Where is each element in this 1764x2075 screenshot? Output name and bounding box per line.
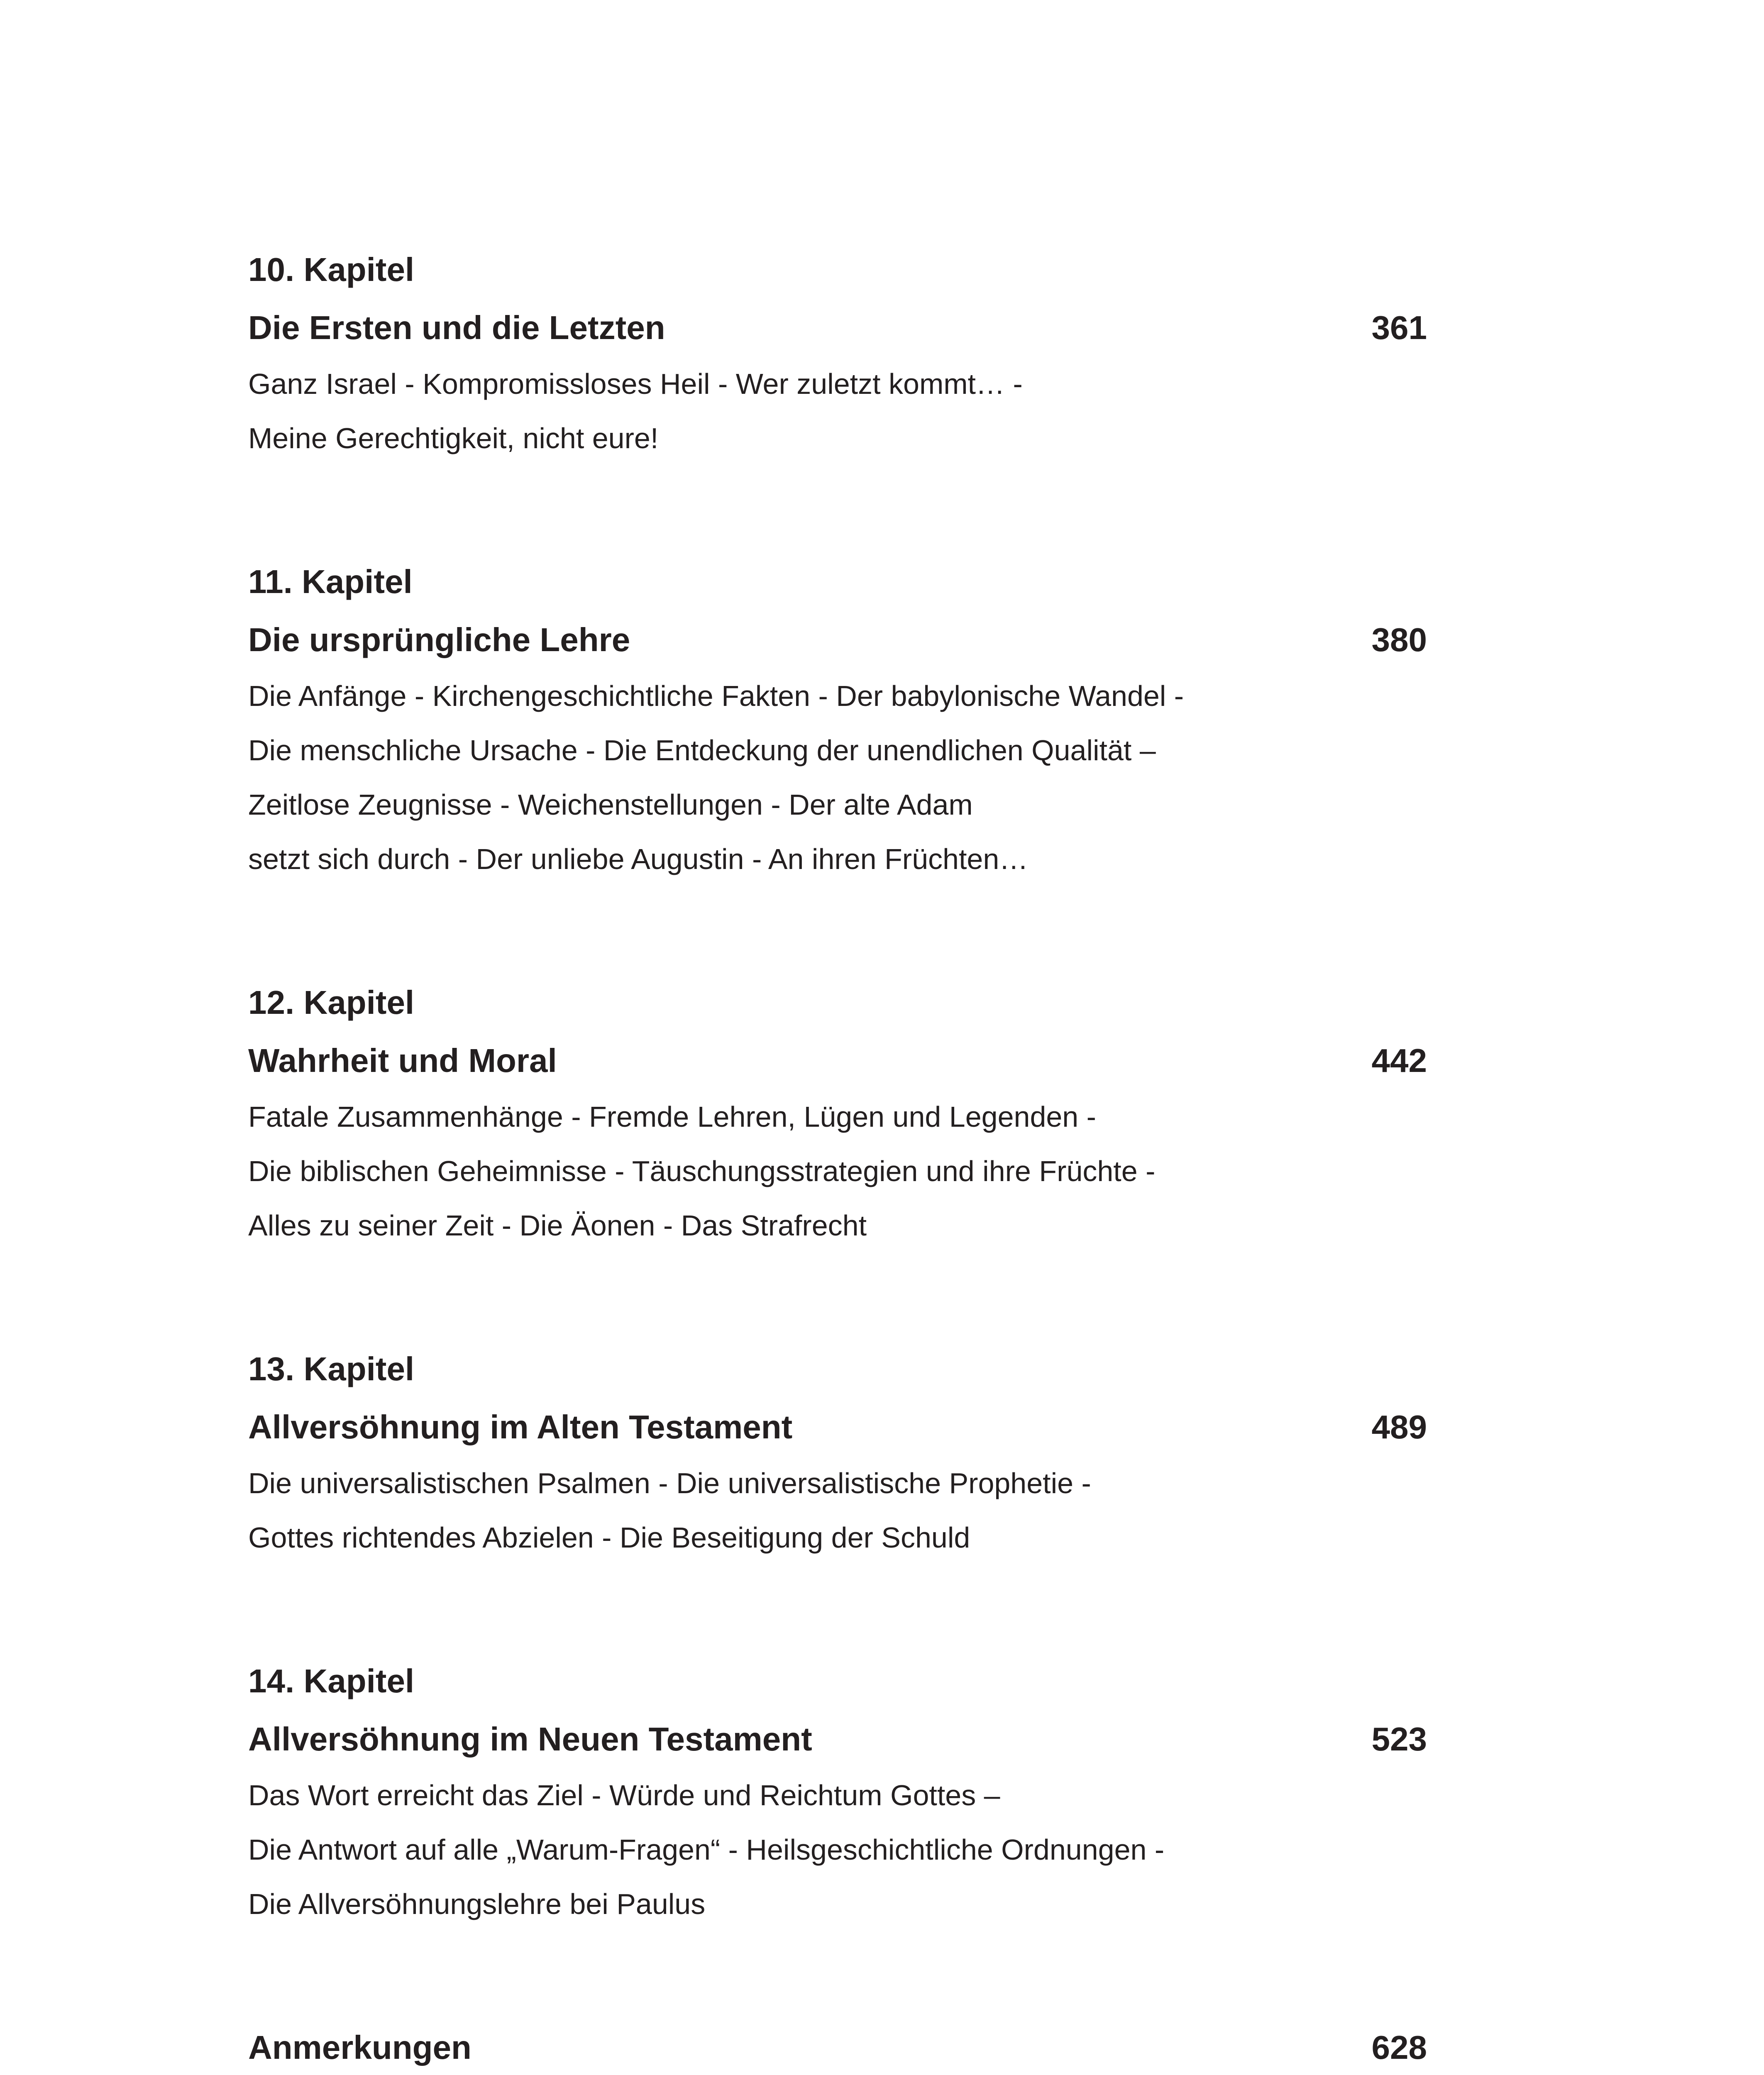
appendix-entries xyxy=(248,2019,1427,2075)
chapter-title-row[interactable] xyxy=(248,1710,1427,1768)
page-number: 442 xyxy=(1371,1042,1427,1079)
page-number: 380 xyxy=(1371,621,1427,658)
chapter-description-line: Die menschliche Ursache - Die Entdeckung der unendlichen Qualität – xyxy=(248,734,1156,767)
chapter-title-row[interactable] xyxy=(248,299,1427,357)
chapter-description-line: setzt sich durch - Der unliebe Augustin - An ihren Früchten… xyxy=(248,843,1029,875)
page-number: 628 xyxy=(1371,2029,1427,2066)
chapter-label: 12. Kapitel xyxy=(248,984,415,1021)
chapter-description-line: Ganz Israel - Kompromissloses Heil - Wer zuletzt kommt… - xyxy=(248,368,1023,400)
chapter-label: 14. Kapitel xyxy=(248,1662,415,1699)
chapter-description-line: Gottes richtendes Abzielen - Die Beseitigung der Schuld xyxy=(248,1521,970,1554)
chapter-label: 10. Kapitel xyxy=(248,251,415,288)
chapter-title: Die ursprüngliche Lehre xyxy=(248,621,630,658)
chapter-entry xyxy=(248,1652,1427,1931)
chapter-description-line: Die Anfänge - Kirchengeschichtliche Fakten - Der babylonische Wandel - xyxy=(248,680,1184,712)
chapter-description-line: Fatale Zusammenhänge - Fremde Lehren, Lügen und Legenden - xyxy=(248,1101,1096,1133)
chapter-description-line: Zeitlose Zeugnisse - Weichenstellungen - Der alte Adam xyxy=(248,788,973,821)
chapter-entry xyxy=(248,553,1427,886)
page-number: 361 xyxy=(1371,309,1427,346)
page-number: 489 xyxy=(1371,1409,1427,1445)
chapter-description-line: Meine Gerechtigkeit, nicht eure! xyxy=(248,422,659,454)
chapter-title-row[interactable] xyxy=(248,1032,1427,1090)
chapter-title: Allversöhnung im Neuen Testament xyxy=(248,1721,812,1758)
chapter-description-line: Die universalistischen Psalmen - Die universalistische Prophetie - xyxy=(248,1467,1091,1499)
chapter-entry xyxy=(248,974,1427,1253)
chapter-title-row[interactable] xyxy=(248,1398,1427,1456)
chapter-label: 13. Kapitel xyxy=(248,1350,415,1387)
chapter-title: Die Ersten und die Letzten xyxy=(248,309,665,346)
chapter-description-line: Alles zu seiner Zeit - Die Äonen - Das Strafrecht xyxy=(248,1209,867,1242)
chapter-entry xyxy=(248,241,1427,466)
chapter-description-line: Die Allversöhnungslehre bei Paulus xyxy=(248,1888,706,1920)
chapter-label: 11. Kapitel xyxy=(248,563,413,600)
appendix-title: Anmerkungen xyxy=(248,2029,472,2066)
chapter-description-line: Die biblischen Geheimnisse - Täuschungsstrategien und ihre Früchte - xyxy=(248,1155,1156,1187)
appendix-row-notes[interactable] xyxy=(248,2019,1427,2075)
page-number: 523 xyxy=(1371,1721,1427,1758)
chapter-title: Wahrheit und Moral xyxy=(248,1042,557,1079)
table-of-contents xyxy=(248,241,1427,2075)
chapter-entry xyxy=(248,1340,1427,1565)
chapter-description-line: Die Antwort auf alle „Warum-Fragen“ - Heilsgeschichtliche Ordnungen - xyxy=(248,1833,1165,1866)
chapter-title-row[interactable] xyxy=(248,611,1427,669)
chapter-description-line: Das Wort erreicht das Ziel - Würde und Reichtum Gottes – xyxy=(248,1779,1000,1811)
chapter-title: Allversöhnung im Alten Testament xyxy=(248,1409,793,1445)
